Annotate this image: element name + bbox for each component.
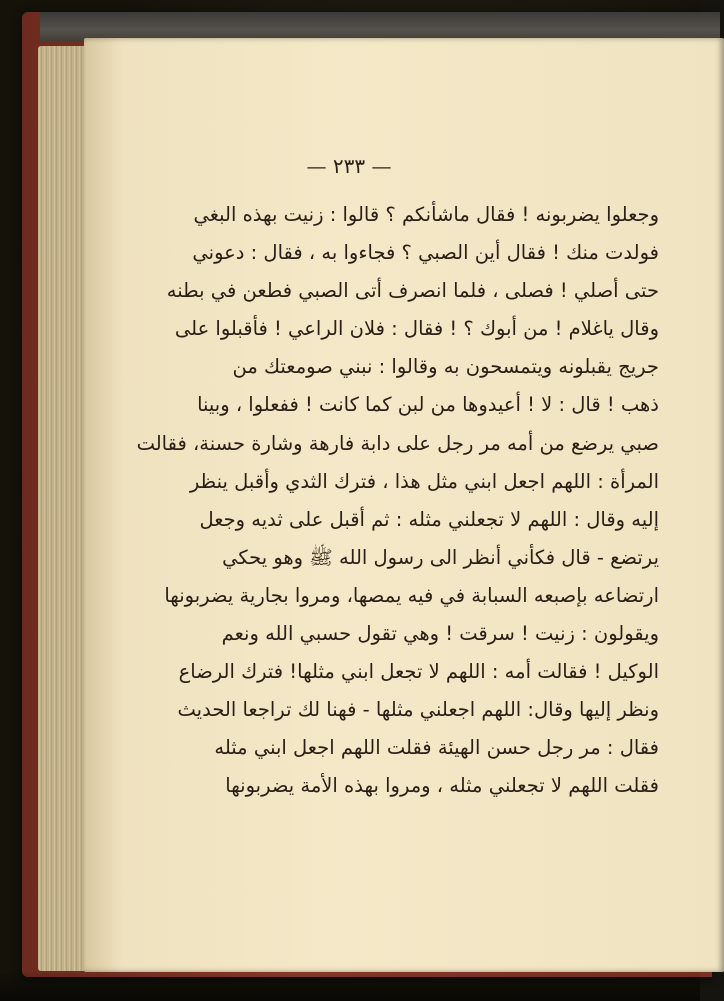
text-line: يرتضع - قال فكأني أنظر الى رسول الله ﷺ وهو يحكي: [222, 545, 659, 569]
book-page: [84, 38, 724, 972]
text-line: الوكيل ! فقالت أمه : اللهم لا تجعل ابني مثلها! فترك الرضاع: [178, 660, 659, 684]
text-line: فقال : مر رجل حسن الهيئة فقلت اللهم اجعل ابني مثله: [214, 736, 659, 760]
text-line: ذهب ! قال : لا ! أعيدوها من لبن كما كانت ! ففعلوا ، وبينا: [197, 393, 659, 417]
text-line: ونظر إليها وقال: اللهم اجعلني مثلها - فهنا لك تراجعا الحديث: [177, 698, 659, 722]
text-line: وقال ياغلام ! من أبوك ؟ ! فقال : فلان الراعي ! فأقبلوا على: [174, 317, 659, 341]
text-line: حتى أصلي ! فصلى ، فلما انصرف أتى الصبي فطعن في بطنه: [166, 279, 659, 303]
text-line: فولدت منك ! فقال أين الصبي ؟ فجاءوا به ، فقال : دعوني: [192, 241, 659, 265]
text-line: وجعلوا يضربونه ! فقال ماشأنكم ؟ قالوا : زنيت بهذه البغي: [193, 203, 659, 226]
text-line: ارتضاعه بإصبعه السبابة في فيه يمصها، ومروا بجارية يضربونها: [164, 583, 659, 607]
page-number: — ٢٣٣ —: [306, 154, 392, 178]
text-line: ويقولون : زنيت ! سرقت ! وهي تقول حسبي الله ونعم: [221, 622, 659, 646]
text-line: فقلت اللهم لا تجعلني مثله ، ومروا بهذه الأمة يضربونها: [225, 774, 659, 798]
text-line: إليه وقال : اللهم لا تجعلني مثله : ثم أقبل على ثديه وجعل: [199, 507, 659, 531]
text-line: المرأة : اللهم اجعل ابني مثل هذا ، فترك الثدي وأقبل ينظر: [189, 469, 659, 493]
text-line: جريج يقبلونه ويتمسحون به وقالوا : نبني صومعتك من: [232, 355, 659, 379]
page-text: [136, 196, 659, 806]
bottom-shadow: [0, 971, 700, 1001]
text-line: صبي يرضع من أمه مر رجل على دابة فارهة وشارة حسنة، فقالت: [136, 431, 659, 455]
